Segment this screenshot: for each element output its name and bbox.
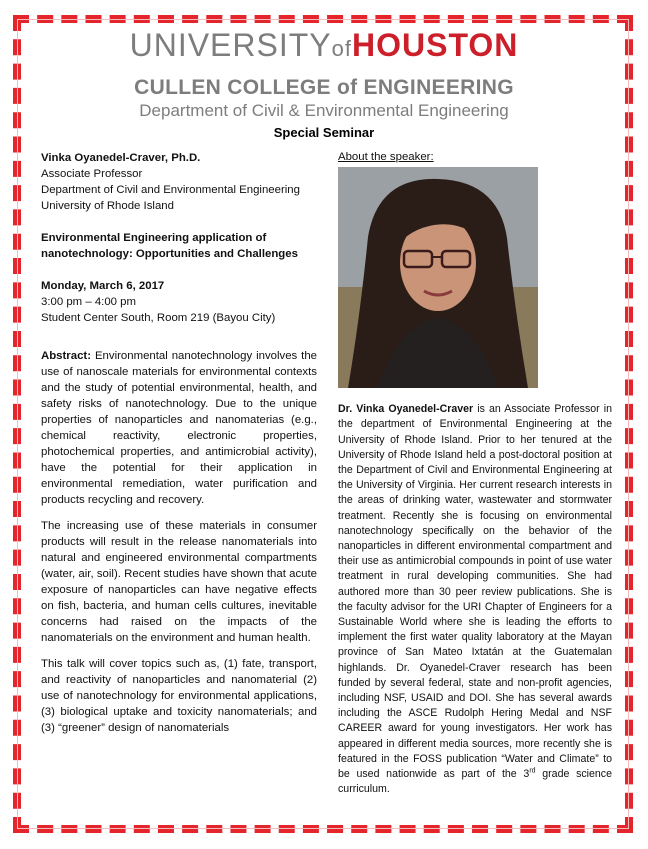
abstract-paragraph-2: The increasing use of these materials in consumer products will result in the release nanomaterials into natural and engineered environmental compartments (water, air, soil). Recent studies have shown that acute exposure of nanoparticles can have negative effects on fish, bacteria, and human cells cultures, inevitable concerns had raised on the impacts of the nanomaterials on the environment and human health. (41, 520, 317, 644)
seminar-date: Monday, March 6, 2017 (41, 280, 165, 292)
right-column (338, 150, 612, 797)
schedule (41, 278, 317, 326)
abstract-paragraph-3: This talk will cover topics such as, (1) fate, transport, and reactivity of nanoparticles and nanomaterial (2) use of nanotechnology for environmental applications, (3) biological uptake and toxicity nanomaterials; and (3) “greener” design of nanomaterials (41, 658, 317, 734)
header (0, 28, 648, 140)
bio-name: Dr. Vinka Oyanedel-Craver (338, 403, 474, 416)
abstract-paragraph-1 (41, 348, 317, 508)
event-type: Special Seminar (273, 125, 375, 140)
speaker-institution: University of Rhode Island (41, 200, 174, 212)
university-prefix: UNIVERSITY (129, 27, 332, 63)
department-name: Department of Civil & Environmental Engineering (139, 101, 509, 120)
speaker-title: Associate Professor (41, 168, 143, 180)
speaker-bio (338, 402, 612, 797)
university-name: HOUSTON (351, 27, 519, 63)
speaker-info (41, 150, 317, 214)
bio-text: is an Associate Professor in the department of Environmental Engineering at the University of Rhode Island. Prior to her tenured at the University of Rhode Island held a post-doctoral position at the Department of Civil and Environmental Engineering at the University of Virginia. Her current research interests in the areas of drinking water, wastewater and stormwater treatment. Recently she is focusing on environmental nanotechnology specifically on the behavior of the nanoparticles in different environmental compartment and their use as antimicrobial compounds in point of use water treatment in rural developing communities. She had authored more than 30 peer review publications. She is the faculty advisor for the URI Chapter of Engineers for a Sustainable World where she is leading the efforts to implement the first water quality laboratory at the Mayan province of San Mateo Ixtatán at the Guatemalan highlands. Dr. Oyanedel-Craver research has been funded by several federal, state and non-profit agencies, including NSF, USAID and DOI. She has several awards including the ASCE Rudolph Hering Medal and NSF CAREER award for young investigators. Her work has appeared in different media sources, more recently she is featured in the FOSS publication “Water and Climate” to be used nationwide as part of the 3 (338, 403, 612, 781)
abstract-label: Abstract: (41, 350, 92, 362)
abstract-text-1: Environmental nanotechnology involves the use of nanoscale materials for environmental contexts and the study of potential environmental, health, and safety risks of nanotechnology. Due to the unique properties of nanoparticles and nanomaterias (e.g., chemical reactivity, electronic properties, photochemical properties, and antimicrobial activity), have the potential for their application in environmental remediation, water purification and products recycling and recovery. (41, 350, 317, 506)
college-name: CULLEN COLLEGE of ENGINEERING (134, 76, 514, 99)
left-column (41, 150, 317, 746)
speaker-name: Vinka Oyanedel-Craver, Ph.D. (41, 152, 201, 164)
bio-superscript: rd (529, 767, 536, 775)
university-logo (0, 28, 648, 66)
speaker-portrait-image (338, 167, 538, 388)
speaker-department: Department of Civil and Environmental Engineering (41, 184, 300, 196)
seminar-time: 3:00 pm – 4:00 pm (41, 296, 136, 308)
talk-title (41, 230, 317, 262)
speaker-photo (338, 167, 538, 388)
bio-end: grade science curriculum. (338, 768, 612, 796)
talk-title-line1: Environmental Engineering application of (41, 232, 267, 244)
seminar-location: Student Center South, Room 219 (Bayou City) (41, 312, 276, 324)
university-of: of (331, 36, 352, 61)
about-speaker-label: About the speaker: (338, 151, 434, 163)
talk-title-line2: nanotechnology: Opportunities and Challenges (41, 248, 298, 260)
